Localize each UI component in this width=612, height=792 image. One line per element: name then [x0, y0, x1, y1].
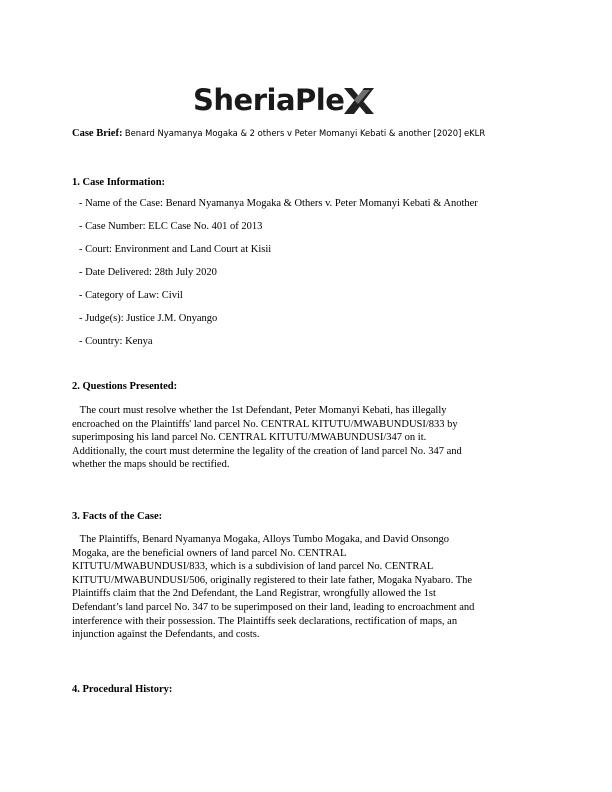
section-heading-facts-of-the-case: 3. Facts of the Case: — [72, 511, 163, 522]
sheriaplex-logo — [193, 80, 418, 120]
paragraph-line: encroached on the Plaintiffs' land parcel No. CENTRAL KITUTU/MWABUNDUSI/833 by — [72, 418, 458, 430]
facts-paragraph — [72, 533, 542, 642]
paragraph-line: The court must resolve whether the 1st Defendant, Peter Momanyi Kebati, has illegally — [72, 405, 447, 416]
info-item-case-number: - Case Number: ELC Case No. 401 of 2013 — [79, 221, 263, 232]
info-item-court: - Court: Environment and Land Court at Kisii — [79, 244, 272, 255]
paragraph-line: interference with their possession. The Plaintiffs seek declarations, rectification of maps, an — [72, 615, 458, 627]
paragraph-line: superimposing his land parcel No. CENTRAL KITUTU/MWABUNDUSI/347 on it. — [72, 432, 427, 444]
info-item-category: - Category of Law: Civil — [79, 290, 183, 301]
paragraph-line: The Plaintiffs, Benard Nyamanya Mogaka, Alloys Tumbo Mogaka, and David Onsongo — [72, 534, 449, 545]
section-heading-case-information: 1. Case Information: — [72, 177, 166, 188]
paragraph-line: Mogaka, are the beneficial owners of land parcel No. CENTRAL — [72, 547, 347, 559]
info-item-country: - Country: Kenya — [79, 336, 153, 347]
info-item-judges: - Judge(s): Justice J.M. Onyango — [79, 313, 218, 324]
paragraph-line: KITUTU/MWABUNDUSI/833, which is a subdivision of land parcel No. CENTRAL — [72, 561, 434, 573]
paragraph-line: Defendant’s land parcel No. 347 to be superimposed on their land, leading to encroachment and — [72, 601, 475, 613]
paragraph-line: Plaintiffs claim that the 2nd Defendant, the Land Registrar, wrongfully allowed the 1st — [72, 588, 436, 600]
case-brief-name: Benard Nyamanya Mogaka & 2 others v Peter Momanyi Kebati & another [2020] eKLR — [124, 128, 486, 138]
x-mark-icon — [342, 84, 376, 118]
case-brief-title — [72, 128, 542, 139]
section-heading-questions-presented: 2. Questions Presented: — [72, 381, 178, 392]
case-brief-label: Case Brief: — [72, 128, 123, 139]
section-heading-procedural-history: 4. Procedural History: — [72, 684, 173, 695]
paragraph-line: KITUTU/MWABUNDUSI/506, originally registered to their late father, Mogaka Nyabaro. The — [72, 574, 473, 586]
info-item-case-name: - Name of the Case: Benard Nyamanya Mogaka & Others v. Peter Momanyi Kebati & Another — [79, 198, 478, 209]
paragraph-line: injunction against the Defendants, and costs. — [72, 629, 260, 641]
paragraph-line: Additionally, the court must determine the legality of the creation of land parcel No. 347 and — [72, 445, 462, 457]
questions-paragraph — [72, 404, 542, 472]
paragraph-line: whether the maps should be rectified. — [72, 459, 230, 471]
logo-text: SheriaPle — [193, 82, 345, 117]
info-item-date-delivered: - Date Delivered: 28th July 2020 — [79, 267, 217, 278]
